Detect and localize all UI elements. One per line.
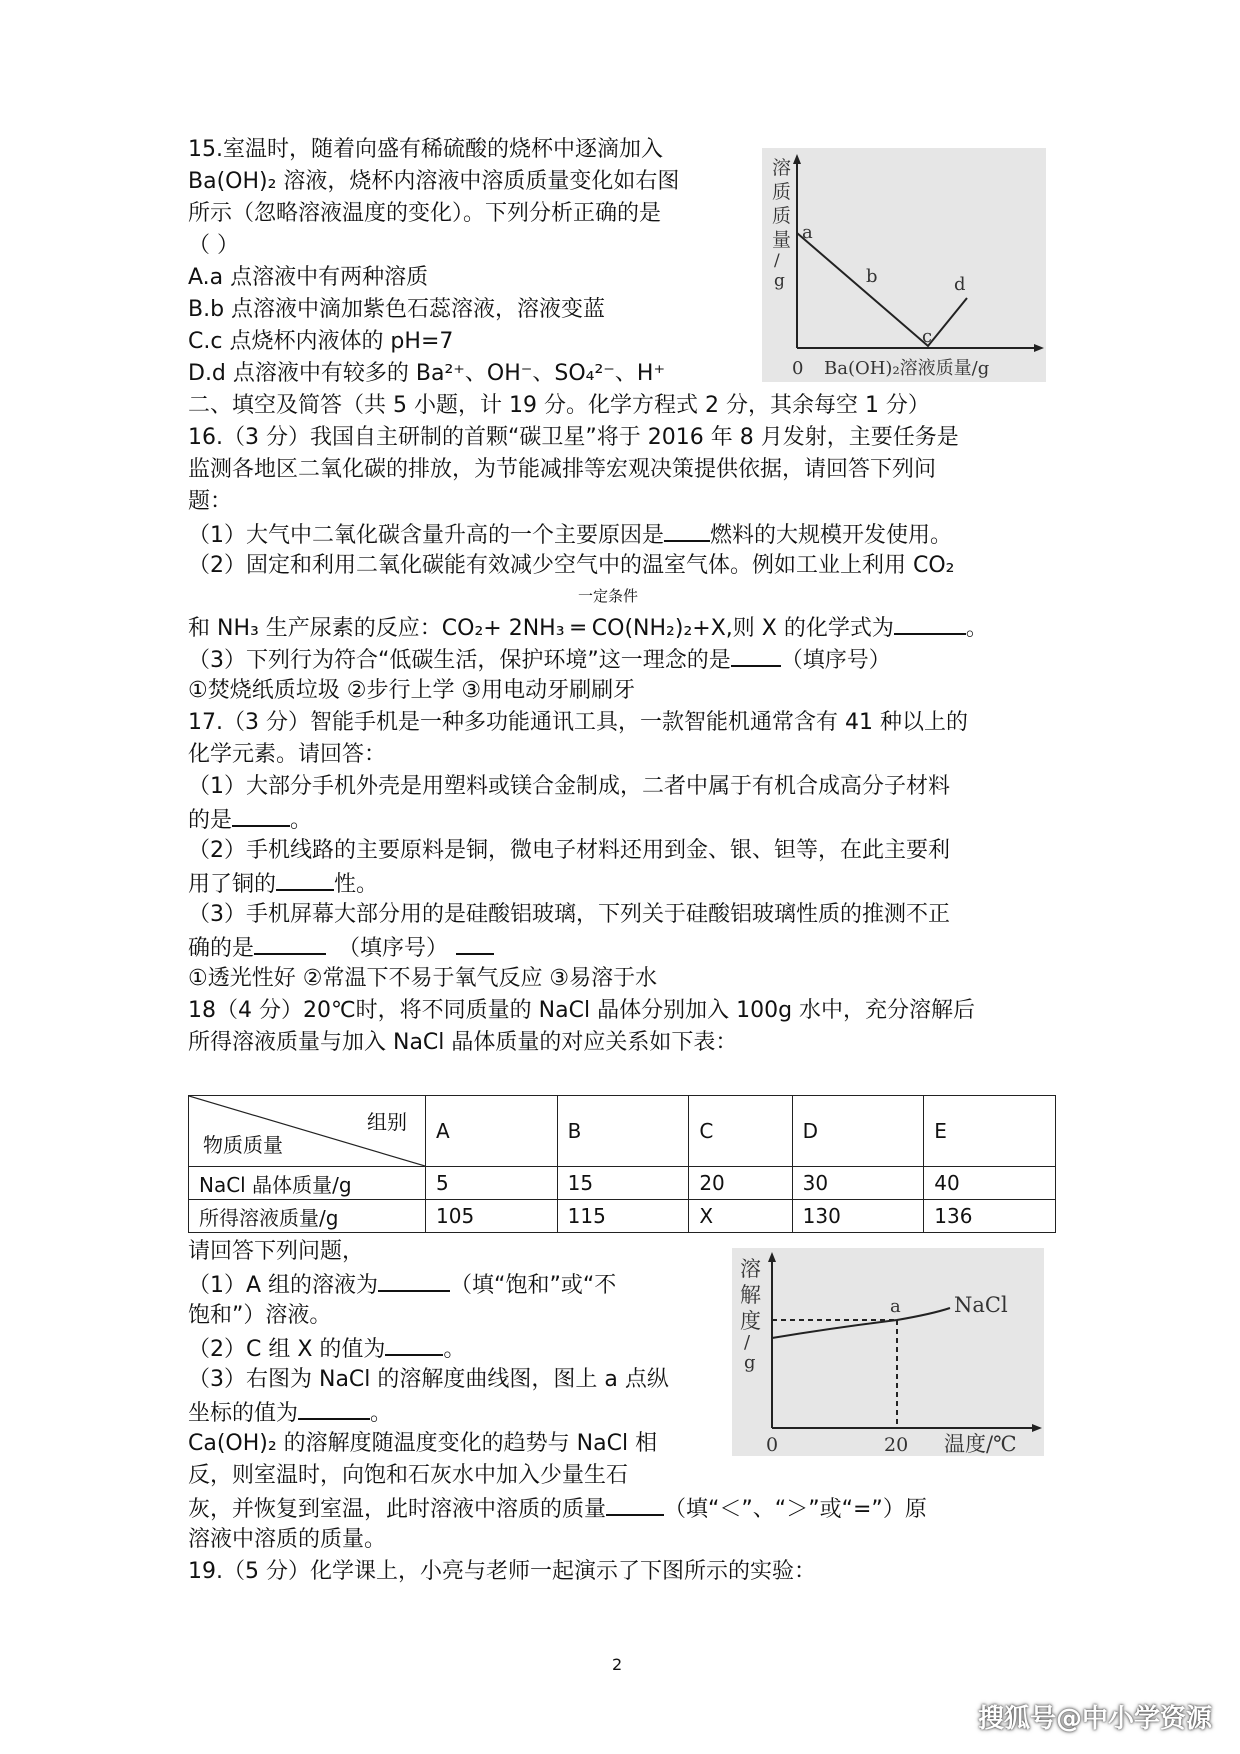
y-label-char-4: 量 — [772, 229, 792, 251]
q15-line-2: Ba(OH)₂ 溶液，烧杯内溶液中溶质质量变化如右图 — [188, 169, 680, 194]
point-d-label: d — [954, 274, 966, 295]
q17-sub-3: （3）手机屏幕大部分用的是硅酸铝玻璃，下列关于硅酸铝玻璃性质的推测不正 — [188, 902, 950, 927]
q18-sub-1-cont: 饱和”）溶液。 — [188, 1303, 332, 1328]
table-cell: 5 — [426, 1167, 558, 1200]
q18-line-2: 所得溶液质量与加入 NaCl 晶体质量的对应关系如下表： — [188, 1030, 738, 1055]
q16-line-2: 监测各地区二氧化碳的排放，为节能减排等宏观决策提供依据，请回答下列问 — [188, 457, 937, 482]
y-label-char-1: 溶 — [772, 157, 792, 179]
y-label-char-5: / — [774, 251, 780, 271]
q16-line-1: 16.（3 分）我国自主研制的首颗“碳卫星”将于 2016 年 8 月发射，主要任务是 — [188, 425, 959, 450]
diagonal-header-cell — [189, 1096, 426, 1167]
origin-label: 0 — [766, 1434, 779, 1456]
q17-sub-1-cont — [188, 803, 312, 837]
q18-sub-4-text: 灰，并恢复到室温，此时溶液中溶质的质量 — [188, 1497, 607, 1522]
y-label-char-3: 质 — [772, 205, 792, 227]
group-b-header: B — [557, 1096, 689, 1167]
group-c-header: C — [689, 1096, 792, 1167]
q18-sub-4-line-4: 溶液中溶质的质量。 — [188, 1527, 387, 1552]
q18-sub-2 — [188, 1332, 465, 1366]
q19-line: 19.（5 分）化学课上，小亮与老师一起演示了下图所示的实验： — [188, 1559, 816, 1584]
table-cell: 130 — [792, 1200, 924, 1233]
y-axis-arrow — [768, 1252, 776, 1262]
table-row — [189, 1167, 1056, 1200]
solute-mass-graph — [762, 148, 1046, 382]
q17-sub-2-tail: 性。 — [334, 872, 379, 897]
q18-sub-4-line-3 — [188, 1492, 927, 1526]
solubility-curve — [772, 1308, 950, 1338]
y-label-char-3: 度 — [740, 1309, 761, 1333]
q17-sub-1-text: 的是 — [188, 808, 233, 833]
answer-blank[interactable] — [232, 803, 290, 827]
y-label-char-2: 质 — [772, 181, 792, 203]
answer-blank[interactable] — [378, 1268, 450, 1292]
page-number: 2 — [612, 1655, 623, 1674]
x-tick-label: 20 — [884, 1434, 909, 1456]
answer-blank[interactable] — [664, 518, 710, 542]
q17-sub-2-cont — [188, 867, 378, 901]
q17-sub-2: （2）手机线路的主要原料是铜，微电子材料还用到金、银、钽等，在此主要利 — [188, 838, 950, 863]
point-a-label: a — [890, 1296, 901, 1317]
q18-sub-2-tail: 。 — [443, 1337, 466, 1362]
group-d-header: D — [792, 1096, 924, 1167]
q16-options: ①焚烧纸质垃圾 ②步行上学 ③用电动牙刷刷牙 — [188, 678, 636, 703]
corner-group-label: 组别 — [367, 1110, 407, 1134]
q17-sub-3-tail: （填序号） — [338, 936, 449, 961]
q18-sub-3-tail: 。 — [370, 1401, 393, 1426]
table-cell: 136 — [924, 1200, 1056, 1233]
x-axis-label: 温度/℃ — [944, 1432, 1017, 1456]
q16-sub-3-text: （3）下列行为符合“低碳生活，保护环境”这一理念的是 — [188, 648, 731, 673]
q16-sub-2-equation — [188, 611, 988, 645]
equation-text: 和 NH₃ 生产尿素的反应：CO₂+ 2NH₃ ═ CO(NH₂)₂+X,则 X 的化学式为 — [188, 616, 894, 641]
q18-sub-4-line-1: Ca(OH)₂ 的溶解度随温度变化的趋势与 NaCl 相 — [188, 1431, 658, 1456]
q18-sub-3-cont — [188, 1396, 392, 1430]
reaction-condition: 一定条件 — [578, 587, 639, 605]
row-label: NaCl 晶体质量/g — [189, 1167, 426, 1200]
group-a-header: A — [426, 1096, 558, 1167]
group-e-header: E — [924, 1096, 1056, 1167]
q18-sub-3: （3）右图为 NaCl 的溶解度曲线图，图上 a 点纵 — [188, 1367, 669, 1392]
q18-ask: 请回答下列问题， — [188, 1239, 365, 1264]
q18-sub-4-line-2: 反，则室温时，向饱和石灰水中加入少量生石 — [188, 1463, 629, 1488]
q15-line-1: 15.室温时，随着向盛有稀硫酸的烧杯中逐滴加入 — [188, 137, 663, 162]
answer-blank[interactable] — [276, 867, 334, 891]
point-c-label: c — [922, 326, 933, 347]
equation-tail: 。 — [965, 616, 988, 641]
q15-option-d: D.d 点溶液中有较多的 Ba²⁺、OH⁻、SO₄²⁻、H⁺ — [188, 361, 666, 386]
q17-line-2: 化学元素。请回答： — [188, 742, 387, 767]
table-cell: 30 — [792, 1167, 924, 1200]
q16-sub-1-tail: 燃料的大规模开发使用。 — [710, 523, 953, 548]
y-label-char-6: g — [774, 271, 785, 291]
mass-curve — [797, 233, 967, 346]
answer-blank[interactable] — [731, 643, 781, 667]
origin-label: 0 — [792, 358, 804, 379]
q15-option-c: C.c 点烧杯内液体的 pH=7 — [188, 329, 454, 354]
q17-sub-1-tail: 。 — [290, 808, 313, 833]
table-cell: 40 — [924, 1167, 1056, 1200]
section-heading: 二、填空及简答（共 5 小题，计 19 分。化学方程式 2 分，其余每空 1 分） — [188, 393, 930, 418]
answer-blank[interactable] — [385, 1332, 443, 1356]
answer-blank[interactable] — [606, 1492, 664, 1516]
table-cell: X — [689, 1200, 792, 1233]
q15-option-b: B.b 点溶液中滴加紫色石蕊溶液，溶液变蓝 — [188, 297, 606, 322]
q18-sub-1-text: （1）A 组的溶液为 — [188, 1273, 379, 1298]
answer-blank[interactable] — [456, 931, 494, 955]
q18-sub-4-tail: （填“＜”、“＞”或“=”）原 — [664, 1497, 927, 1522]
answer-blank[interactable] — [254, 931, 326, 955]
table-header-row — [189, 1096, 1056, 1167]
q17-sub-2-text: 用了铜的 — [188, 872, 277, 897]
q16-line-3: 题： — [188, 489, 233, 514]
q16-sub-2: （2）固定和利用二氧化碳能有效减少空气中的温室气体。例如工业上利用 CO₂ — [188, 553, 955, 578]
corner-mass-label: 物质质量 — [203, 1133, 283, 1157]
q18-sub-2-text: （2）C 组 X 的值为 — [188, 1337, 386, 1362]
table-cell: 115 — [557, 1200, 689, 1233]
y-label-char-4: / — [744, 1332, 751, 1353]
point-b-label: b — [866, 266, 878, 287]
point-a-label: a — [802, 222, 813, 243]
q15-line-3: 所示（忽略溶液温度的变化）。下列分析正确的是 — [188, 201, 662, 226]
q17-options: ①透光性好 ②常温下不易于氧气反应 ③易溶于水 — [188, 966, 658, 991]
q17-line-1: 17.（3 分）智能手机是一种多功能通讯工具，一款智能机通常含有 41 种以上的 — [188, 710, 968, 735]
q17-sub-1: （1）大部分手机外壳是用塑料或镁合金制成，二者中属于有机合成高分子材料 — [188, 774, 950, 799]
watermark: 搜狐号@中小学资源 — [977, 1704, 1212, 1734]
q17-sub-3-text: 确的是 — [188, 936, 255, 961]
curve-label: NaCl — [954, 1293, 1008, 1317]
q16-sub-3 — [188, 643, 891, 677]
y-axis-arrow — [793, 154, 801, 164]
answer-blank[interactable] — [298, 1396, 370, 1420]
nacl-solubility-graph — [732, 1248, 1044, 1456]
y-label-char-1: 溶 — [740, 1257, 761, 1281]
q18-sub-1-tail: （填“饱和”或“不 — [450, 1273, 617, 1298]
nacl-table — [188, 1095, 1056, 1233]
answer-blank[interactable] — [894, 611, 966, 635]
q16-sub-1 — [188, 518, 952, 552]
q17-sub-3-cont — [188, 931, 494, 965]
q16-sub-1-text: （1）大气中二氧化碳含量升高的一个主要原因是 — [188, 523, 664, 548]
table-cell: 15 — [557, 1167, 689, 1200]
table-cell: 105 — [426, 1200, 558, 1233]
table-row — [189, 1200, 1056, 1233]
row-label: 所得溶液质量/g — [189, 1200, 426, 1233]
q18-line-1: 18（4 分）20℃时，将不同质量的 NaCl 晶体分别加入 100g 水中，充分溶解后 — [188, 998, 976, 1023]
x-axis-label: Ba(OH)₂溶液质量/g — [824, 358, 990, 379]
q16-sub-3-tail: （填序号） — [780, 648, 891, 673]
x-axis-arrow — [1034, 344, 1044, 352]
q15-option-a: A.a 点溶液中有两种溶质 — [188, 265, 429, 290]
q15-line-4: （ ） — [188, 233, 239, 258]
q18-sub-1 — [188, 1268, 616, 1302]
y-label-char-5: g — [744, 1352, 756, 1373]
table-cell: 20 — [689, 1167, 792, 1200]
y-label-char-2: 解 — [740, 1283, 761, 1307]
q18-sub-3-text: 坐标的值为 — [188, 1401, 299, 1426]
x-axis-arrow — [1032, 1424, 1042, 1432]
